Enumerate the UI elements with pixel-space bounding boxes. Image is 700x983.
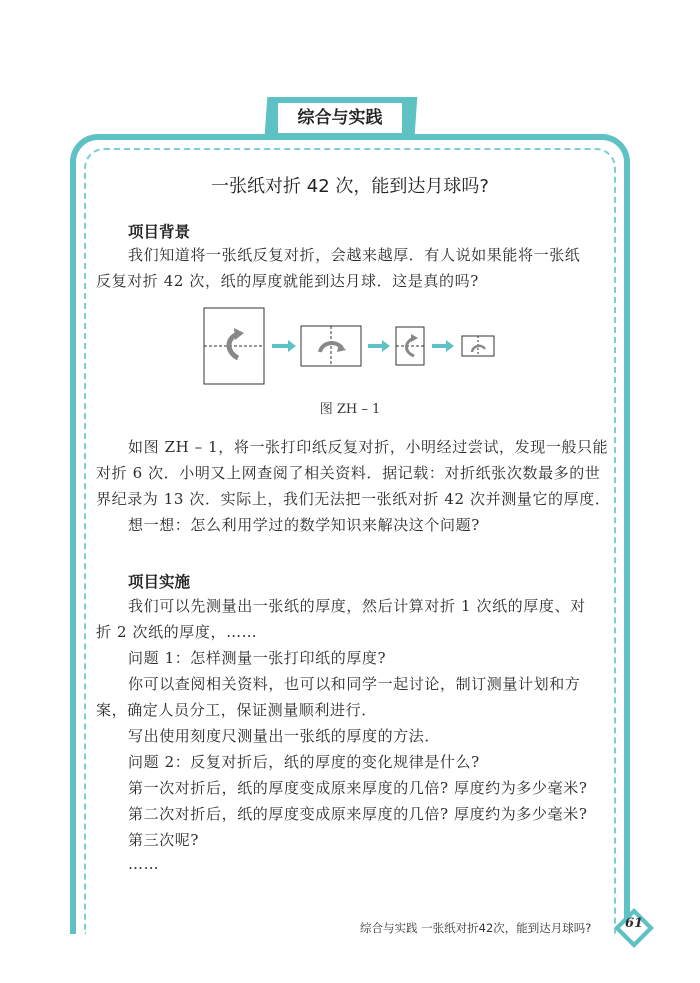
heading-background: 项目背景 <box>128 223 191 241</box>
step-arrow-head-icon <box>446 340 454 352</box>
question-1: 问题 1：怎样测量一张打印纸的厚度? <box>128 649 387 667</box>
section-tag <box>266 97 416 139</box>
step-arrow-head-icon <box>288 340 296 352</box>
impl-p1-line-2: 折 2 次纸的厚度，…… <box>96 623 258 641</box>
para2-line-2: 对折 6 次．小明又上网查阅了相关资料．据记载：对折纸张次数最多的世 <box>96 464 601 482</box>
background-line-1: 我们知道将一张纸反复对折，会越来越厚．有人说如果能将一张纸 <box>128 246 581 264</box>
impl-p2-line-1: 你可以查阅相关资料，也可以和同学一起讨论，制订测量计划和方 <box>128 675 581 693</box>
figure-caption: 图 ZH – 1 <box>319 402 381 417</box>
impl-p4: 第一次对折后，纸的厚度变成原来厚度的几倍? 厚度约为多少毫米? <box>128 779 588 797</box>
impl-p5: 第二次对折后，纸的厚度变成原来厚度的几倍? 厚度约为多少毫米? <box>128 805 588 823</box>
page-title: 一张纸对折 42 次，能到达月球吗? <box>211 176 489 197</box>
heading-implementation: 项目实施 <box>128 573 191 591</box>
background-line-2: 反复对折 42 次，纸的厚度就能到达月球．这是真的吗? <box>96 272 479 290</box>
paper-folded-twice <box>396 327 424 365</box>
step-arrow-head-icon <box>382 340 390 352</box>
impl-p3: 写出使用刻度尺测量出一张纸的厚度的方法． <box>128 727 441 745</box>
page-number: 61 <box>624 916 644 931</box>
think-line: 想一想：怎么利用学过的数学知识来解决这个问题? <box>128 516 480 534</box>
figure-zh-1 <box>196 300 506 390</box>
footer-running-title: 综合与实践 一张纸对折42次，能到达月球吗? <box>360 921 592 935</box>
para2-line-1: 如图 ZH – 1，将一张打印纸反复对折，小明经过尝试，发现一般只能 <box>128 438 609 456</box>
impl-p1-line-1: 我们可以先测量出一张纸的厚度，然后计算对折 1 次纸的厚度、对 <box>128 597 586 615</box>
impl-ellipsis: …… <box>128 855 160 873</box>
para2-line-3: 界纪录为 13 次．实际上，我们无法把一张纸对折 42 次并测量它的厚度． <box>96 490 611 508</box>
question-2: 问题 2：反复对折后，纸的厚度的变化规律是什么? <box>128 753 480 771</box>
section-tag-label: 综合与实践 <box>276 101 404 135</box>
impl-p6: 第三次呢? <box>128 831 200 849</box>
impl-p2-line-2: 案，确定人员分工，保证测量顺利进行． <box>96 701 377 719</box>
